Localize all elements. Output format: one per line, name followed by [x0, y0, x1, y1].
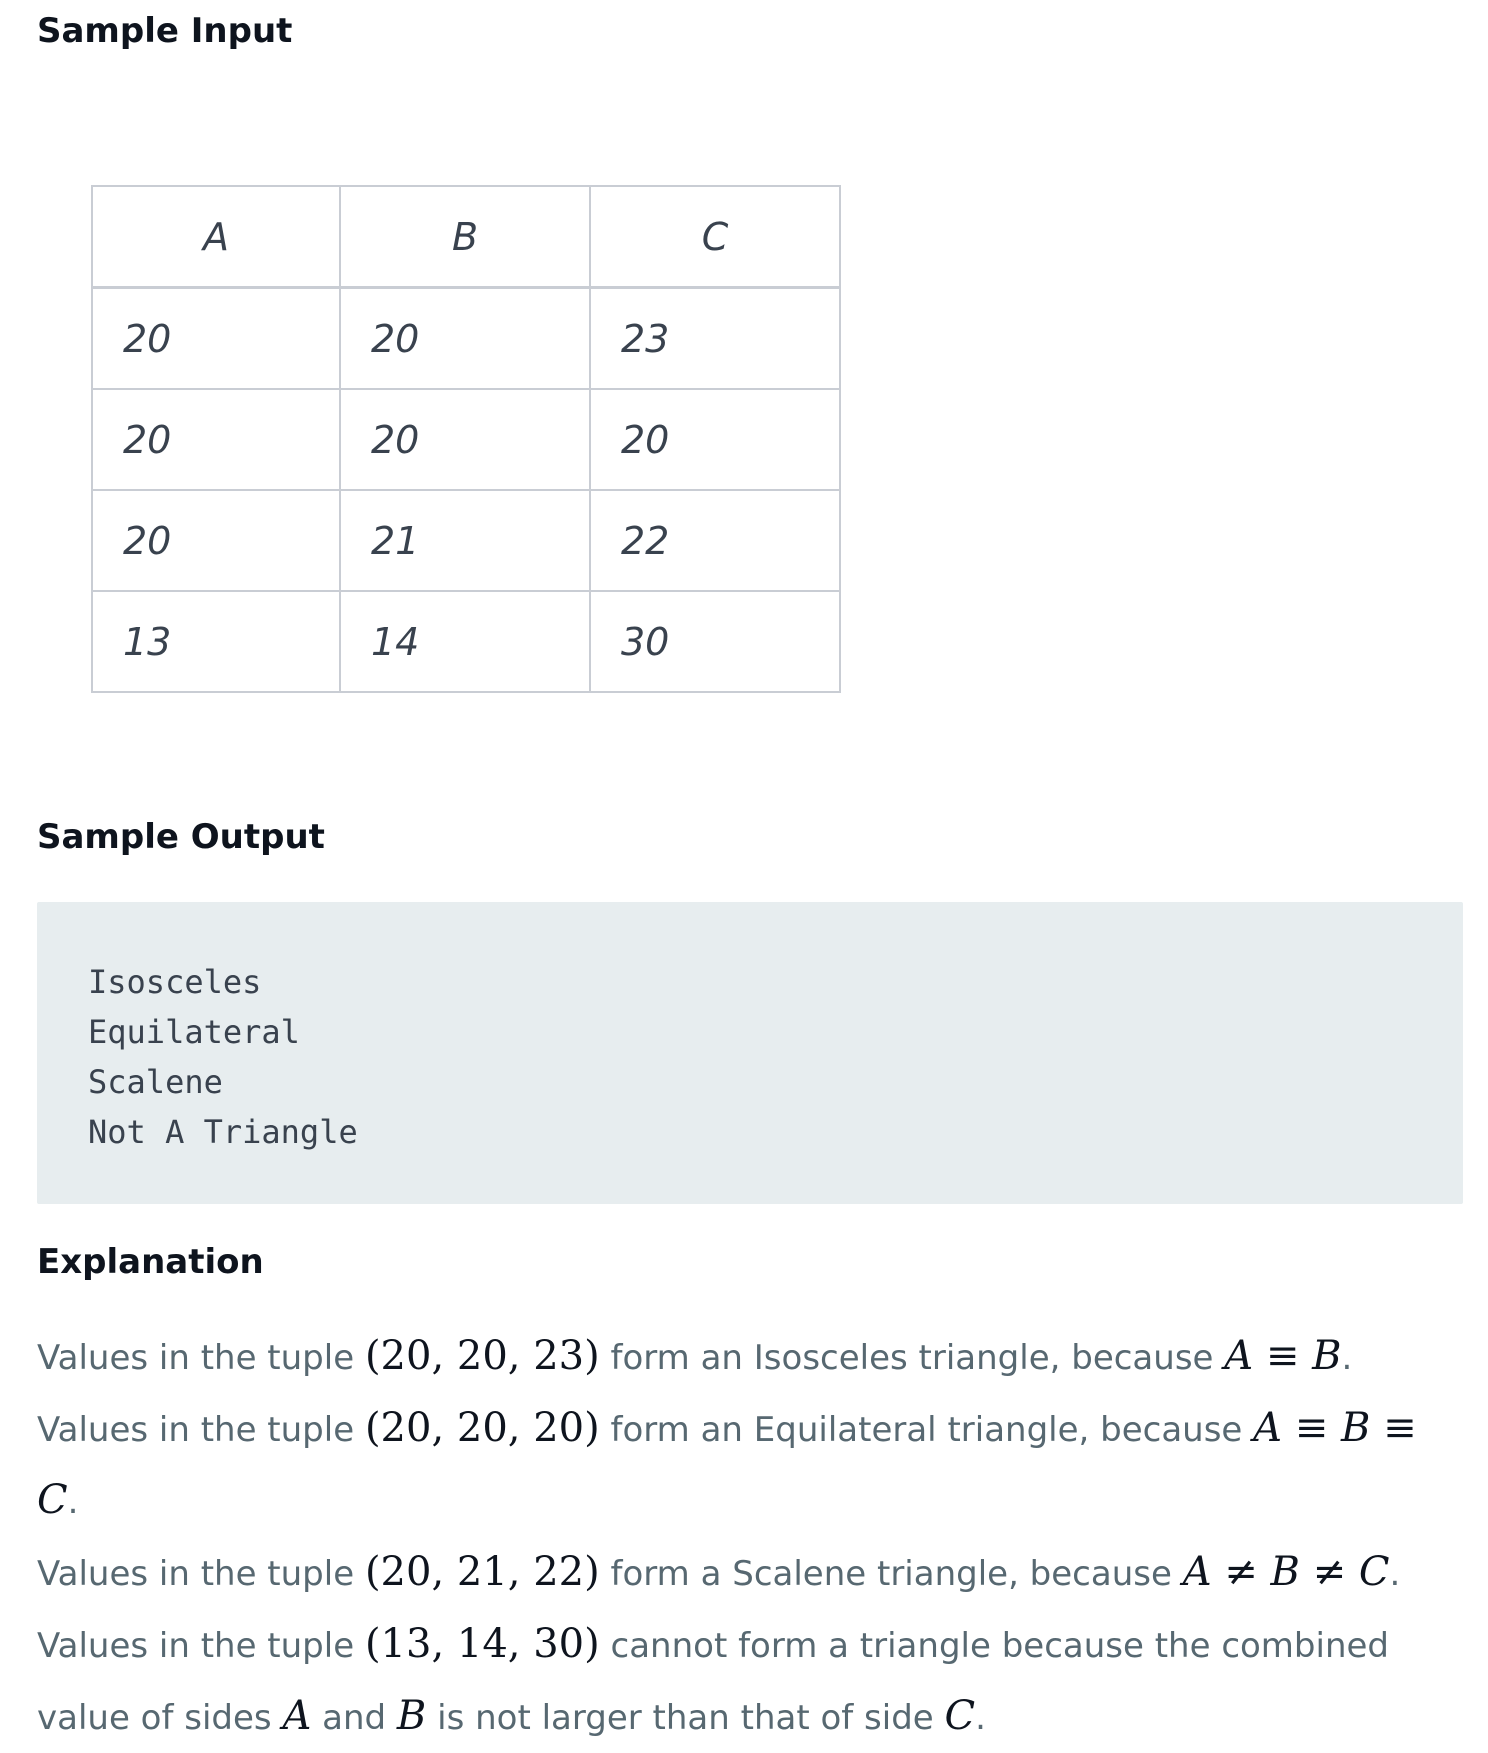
math-tuple: (20, 21, 22) — [364, 1549, 600, 1595]
table-cell: 14 — [340, 591, 590, 692]
table-row — [92, 490, 840, 591]
math-variable: A — [282, 1693, 312, 1739]
output-line: Isosceles — [88, 963, 262, 1001]
math-tuple: (20, 20, 23) — [364, 1333, 600, 1379]
explanation-text: . — [67, 1482, 79, 1522]
explanation-line — [37, 1321, 1463, 1393]
math-tuple: (13, 14, 30) — [364, 1621, 600, 1667]
output-line: Not A Triangle — [88, 1113, 358, 1151]
sample-output-code-block — [37, 902, 1463, 1204]
explanation-text: form an Equilateral triangle, because — [599, 1410, 1254, 1450]
table-cell: 22 — [590, 490, 840, 591]
table-cell: 13 — [92, 591, 340, 692]
table-cell: 20 — [340, 288, 590, 390]
math-expression: A ≡ B ≡ C — [37, 1405, 1417, 1523]
explanation-text: form a Scalene triangle, because — [599, 1554, 1183, 1594]
math-expression: A ≠ B ≠ C — [1182, 1549, 1390, 1595]
explanation-text: . — [975, 1698, 986, 1738]
explanation-text: Values in the tuple — [37, 1410, 365, 1450]
table-cell: 20 — [340, 389, 590, 490]
explanation-line — [37, 1609, 1463, 1753]
math-variable: B — [396, 1693, 427, 1739]
explanation-text: form an Isosceles triangle, because — [599, 1338, 1225, 1378]
table-cell: 20 — [92, 389, 340, 490]
math-variable: C — [944, 1693, 976, 1739]
table-row — [92, 288, 840, 390]
column-header-c: C — [590, 186, 840, 288]
table-cell: 21 — [340, 490, 590, 591]
explanation-body — [37, 1321, 1463, 1753]
table-cell: 20 — [92, 288, 340, 390]
output-line: Scalene — [88, 1063, 223, 1101]
column-header-a: A — [92, 186, 340, 288]
math-tuple: (20, 20, 20) — [364, 1405, 600, 1451]
math-expression: A ≡ B — [1224, 1333, 1342, 1379]
explanation-text: and — [311, 1698, 397, 1738]
sample-input-table — [91, 185, 841, 693]
explanation-text: . — [1389, 1554, 1401, 1594]
explanation-line — [37, 1537, 1463, 1609]
table-cell: 20 — [92, 490, 340, 591]
explanation-text: Values in the tuple — [37, 1554, 365, 1594]
sample-input-heading: Sample Input — [37, 11, 293, 51]
table-cell: 20 — [590, 389, 840, 490]
explanation-heading: Explanation — [37, 1242, 264, 1282]
sample-output-heading: Sample Output — [37, 817, 325, 857]
sample-output-text — [88, 957, 358, 1157]
table-row — [92, 389, 840, 490]
table-header-row — [92, 186, 840, 288]
explanation-line — [37, 1393, 1463, 1537]
table-cell: 23 — [590, 288, 840, 390]
output-line: Equilateral — [88, 1013, 300, 1051]
explanation-text: Values in the tuple — [37, 1338, 365, 1378]
table-row — [92, 591, 840, 692]
explanation-text: . — [1341, 1338, 1353, 1378]
explanation-text: cannot form a triangle because the combined value of sides — [37, 1626, 1390, 1738]
table-cell: 30 — [590, 591, 840, 692]
column-header-b: B — [340, 186, 590, 288]
explanation-text: is not larger than that of side — [426, 1698, 945, 1738]
explanation-text: Values in the tuple — [37, 1626, 365, 1666]
